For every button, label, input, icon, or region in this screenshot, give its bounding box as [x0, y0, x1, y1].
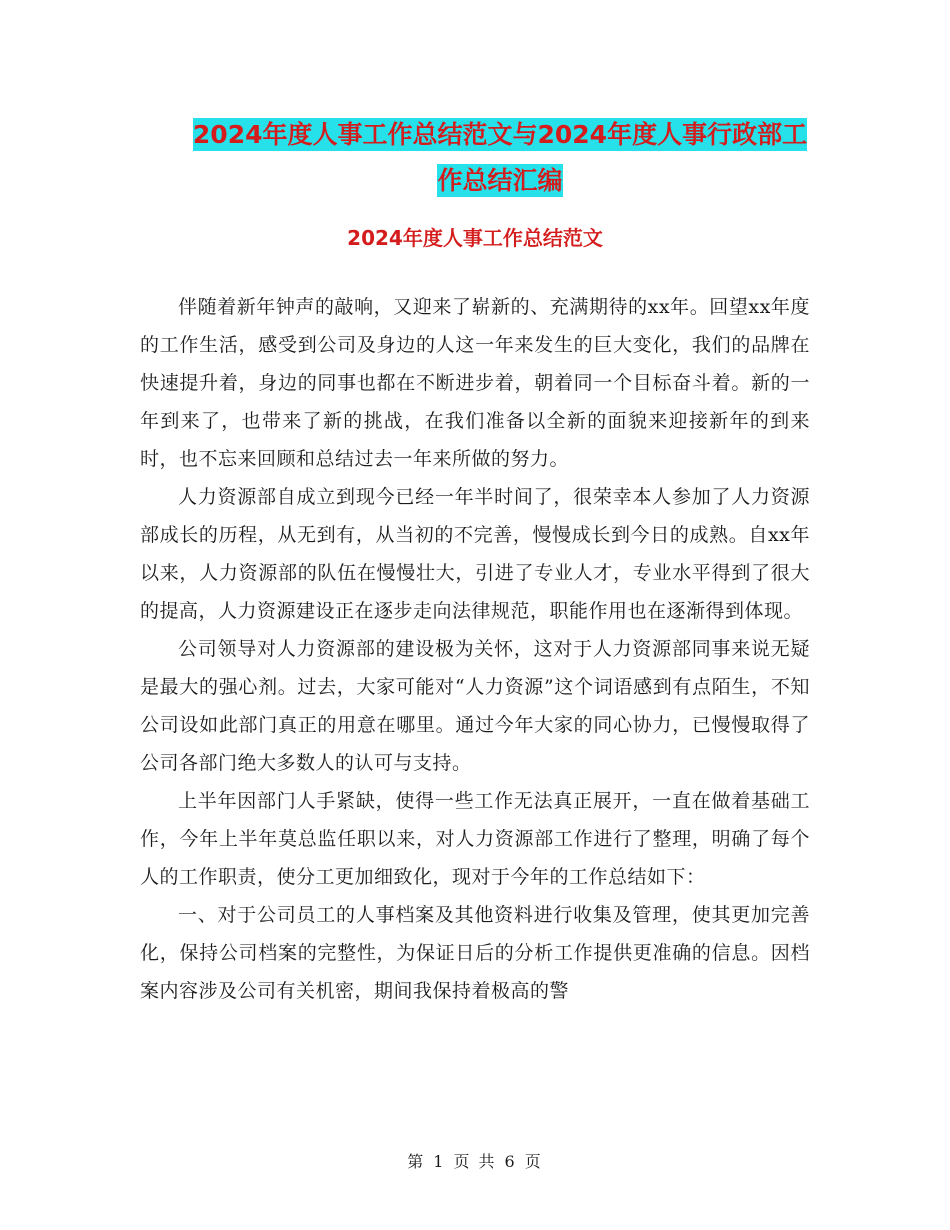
document-body [140, 288, 810, 1088]
footer-suffix: 页 [524, 1152, 543, 1171]
footer-current-page: 1 [433, 1152, 446, 1171]
section-title: 2024年度人事工作总结范文 [347, 226, 603, 250]
paragraph-3: 公司领导对人力资源部的建设极为关怀，这对于人力资源部同事来说无疑是最大的强心剂。过去，大家可能对“人力资源”这个词语感到有点陌生，不知公司设如此部门真正的用意在哪里。通过今年大家的同心协力，已慢慢取得了公司各部门绝大多数人的认可与支持。 [140, 638, 810, 774]
title-line-2: 作总结汇编 [437, 166, 563, 195]
footer-total-pages: 6 [504, 1152, 517, 1171]
document-title [130, 112, 870, 204]
paragraph-5: 一、对于公司员工的人事档案及其他资料进行收集及管理，使其更加完善化，保持公司档案的完整性，为保证日后的分析工作提供更准确的信息。因档案内容涉及公司有关机密，期间我保持着极高的警 [140, 904, 810, 1002]
paragraph-4: 上半年因部门人手紧缺，使得一些工作无法真正展开，一直在做着基础工作，今年上半年莫总监任职以来，对人力资源部工作进行了整理，明确了每个人的工作职责，使分工更加细致化，现对于今年的工作总结如下： [140, 790, 810, 888]
title-line-1: 2024年度人事工作总结范文与2024年度人事行政部工 [192, 120, 808, 149]
page-footer [0, 1150, 950, 1174]
paragraph-1: 伴随着新年钟声的敲响，又迎来了崭新的、充满期待的xx年。回望xx年度的工作生活，感受到公司及身边的人这一年来发生的巨大变化，我们的品牌在快速提升着，身边的同事也都在不断进步着，朝着同一个目标奋斗着。新的一年到来了，也带来了新的挑战，在我们准备以全新的面貌来迎接新年的到来时，也不忘来回顾和总结过去一年来所做的努力。 [140, 296, 810, 470]
footer-prefix: 第 [407, 1152, 426, 1171]
paragraph-2: 人力资源部自成立到现今已经一年半时间了，很荣幸本人参加了人力资源部成长的历程，从无到有，从当初的不完善，慢慢成长到今日的成熟。自xx年以来，人力资源部的队伍在慢慢壮大，引进了专业人才，专业水平得到了很大的提高，人力资源建设正在逐步走向法律规范，职能作用也在逐渐得到体现。 [140, 486, 810, 622]
footer-middle: 页 共 [453, 1152, 497, 1171]
